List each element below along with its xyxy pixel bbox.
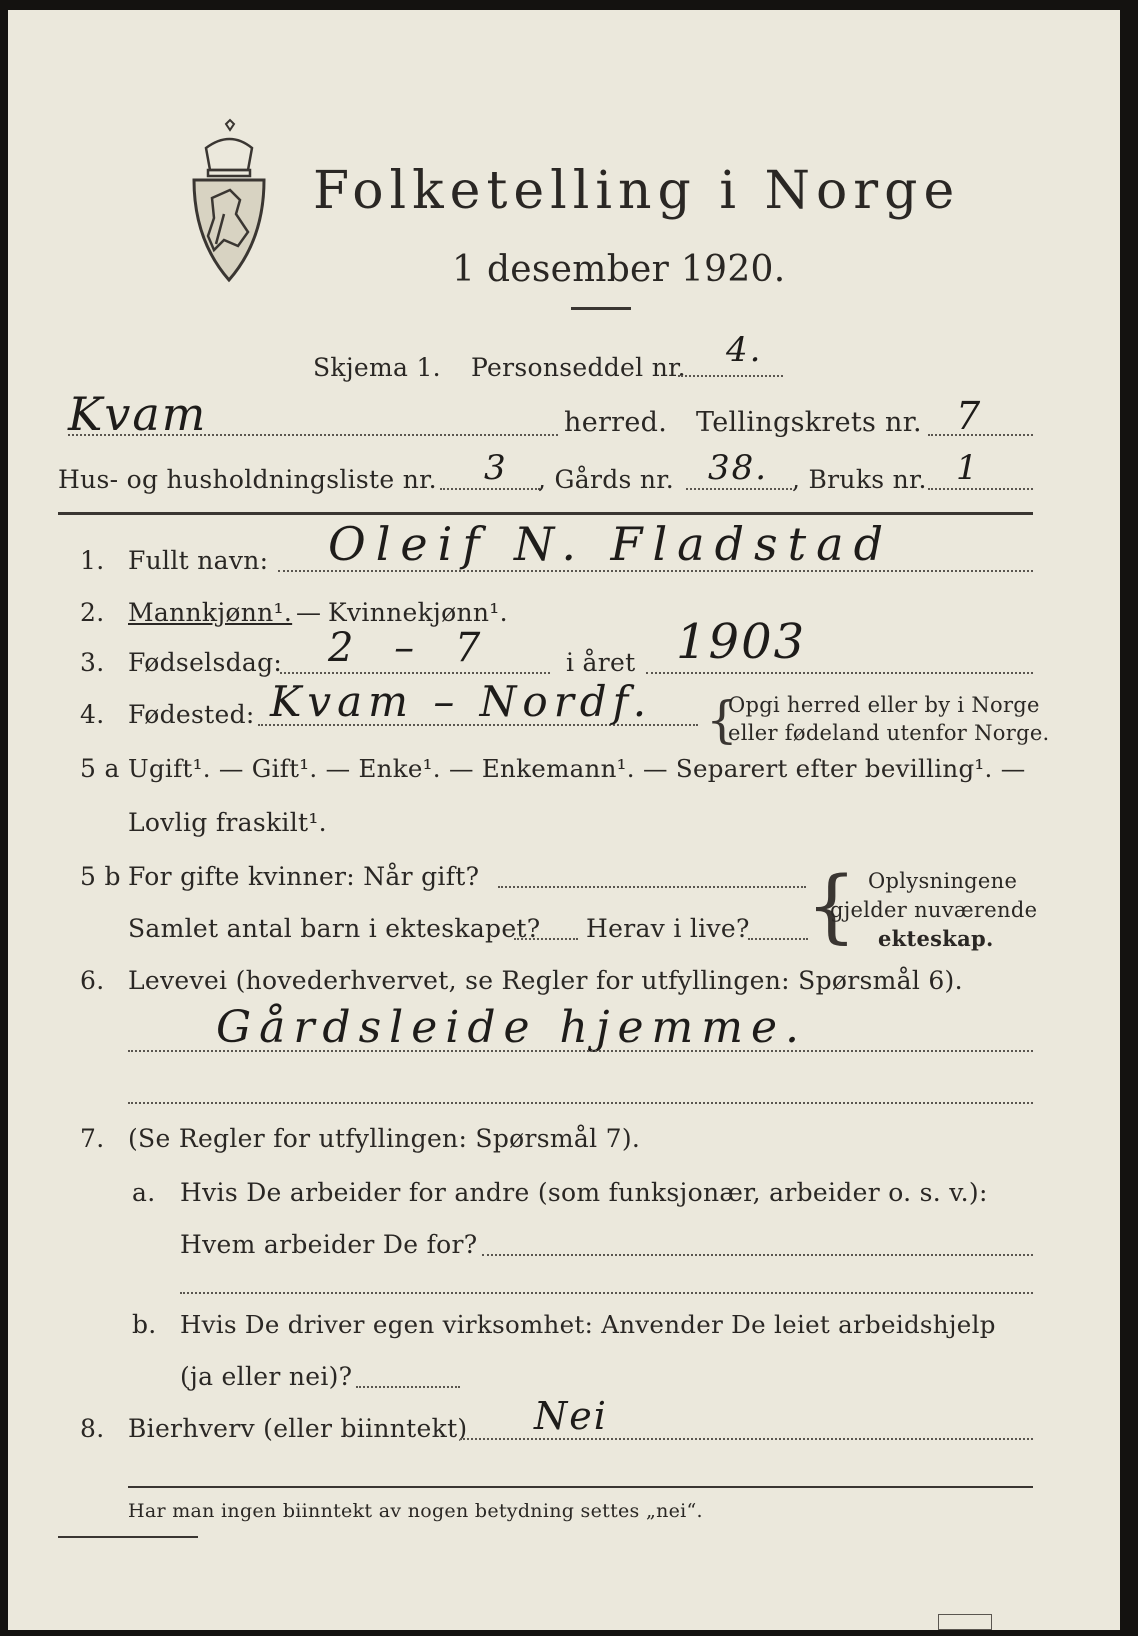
q5b-brace: {	[806, 859, 857, 952]
census-form	[8, 10, 1120, 1630]
q7a-marker: a.	[132, 1178, 156, 1207]
q5b-line1: For gifte kvinner: Når gift?	[128, 862, 480, 891]
q5b-gift-line	[498, 886, 806, 888]
gards-value: 38.	[708, 448, 769, 488]
footer-note: Har man ingen biinntekt av nogen betydning settes „nei“.	[128, 1500, 703, 1522]
q8-label: Bierhverv (eller biinntekt)	[128, 1414, 468, 1443]
bruks-line	[928, 488, 1033, 490]
q5b-note1: Oplysningene	[868, 869, 1018, 893]
hus-value: 3	[484, 448, 508, 488]
q8-number: 8.	[80, 1414, 105, 1443]
q8-line	[460, 1438, 1033, 1440]
q5a-options: Ugift¹. — Gift¹. — Enke¹. — Enkemann¹. — Separert efter bevilling¹. —	[128, 754, 1026, 783]
q7a-answer-line	[482, 1254, 1033, 1256]
q7b-marker: b.	[132, 1310, 157, 1339]
q6-label: Levevei (hovederhvervet, se Regler for utfyllingen: Spørsmål 6).	[128, 966, 963, 995]
q6-line2	[128, 1102, 1033, 1104]
q7-number: 7.	[80, 1124, 105, 1153]
herred-label: herred.	[564, 407, 668, 438]
q3-year-value: 1903	[676, 614, 807, 670]
q6-line1	[128, 1050, 1033, 1052]
census-date: 1 desember 1920.	[452, 249, 786, 290]
q4-note-line2: eller fødeland utenfor Norge.	[728, 721, 1050, 745]
page-title: Folketelling i Norge	[313, 161, 961, 221]
q7a-extra-line	[180, 1292, 1033, 1294]
q2-kvinne: Kvinnekjønn¹.	[328, 598, 508, 627]
q3-date-line	[280, 672, 550, 674]
skjema-label: Skjema 1.	[313, 353, 441, 382]
q5b-note2: gjelder nuværende	[830, 898, 1038, 922]
q2-mann: Mannkjønn¹.	[128, 598, 293, 627]
header-rule	[58, 512, 1033, 515]
q7b-line2: (ja eller nei)?	[180, 1362, 353, 1391]
q6-number: 6.	[80, 966, 105, 995]
q5b-barn-line	[514, 938, 578, 940]
personseddel-value: 4.	[726, 330, 763, 370]
hus-label: Hus- og husholdningsliste nr.	[58, 465, 437, 494]
title-divider	[571, 307, 631, 310]
q7b-line1: Hvis De driver egen virksomhet: Anvender De leiet arbeidshjelp	[180, 1310, 996, 1339]
herred-value: Kvam	[68, 387, 208, 441]
q4-value: Kvam – Nordf.	[270, 677, 653, 726]
bruks-label: , Bruks nr.	[792, 465, 927, 494]
q2-separator: —	[296, 598, 322, 627]
q4-number: 4.	[80, 700, 105, 729]
q7a-line1: Hvis De arbeider for andre (som funksjonær, arbeider o. s. v.):	[180, 1178, 988, 1207]
q5b-note3: ekteskap.	[878, 926, 994, 951]
tellingskrets-value: 7	[956, 394, 983, 438]
footnote-rule	[58, 1536, 198, 1538]
q6-value: Gårdsleide hjemme.	[216, 1002, 808, 1053]
q8-value: Nei	[534, 1394, 608, 1438]
q7a-line2: Hvem arbeider De for?	[180, 1230, 478, 1259]
q7-label: (Se Regler for utfyllingen: Spørsmål 7).	[128, 1124, 641, 1153]
q5a-number: 5 a	[80, 754, 120, 783]
q3-label: Fødselsdag:	[128, 648, 283, 677]
personseddel-label: Personseddel nr.	[471, 353, 686, 382]
q4-label: Fødested:	[128, 700, 255, 729]
coat-of-arms-icon	[188, 118, 270, 288]
q1-label: Fullt navn:	[128, 546, 269, 575]
q3-value: 2 – 7	[328, 625, 495, 671]
herred-line	[68, 434, 558, 436]
q7b-answer-line	[356, 1386, 460, 1388]
q4-note-line1: Opgi herred eller by i Norge	[728, 693, 1040, 717]
personseddel-line	[678, 375, 783, 377]
bruks-value: 1	[956, 448, 980, 488]
q5b-line2b: Herav i live?	[586, 914, 750, 943]
tellingskrets-label: Tellingskrets nr.	[696, 407, 922, 438]
q3-number: 3.	[80, 648, 105, 677]
q2-number: 2.	[80, 598, 105, 627]
q5b-number: 5 b	[80, 862, 121, 891]
q5a-options-cont: Lovlig fraskilt¹.	[128, 808, 327, 837]
printer-stamp	[938, 1614, 992, 1630]
q3-year-line	[646, 672, 1033, 674]
q4-brace: {	[706, 691, 738, 749]
q1-number: 1.	[80, 546, 105, 575]
q8-bottom-rule	[128, 1486, 1033, 1488]
q5b-line2a: Samlet antal barn i ekteskapet?	[128, 914, 541, 943]
q5b-live-line	[748, 938, 808, 940]
q1-value: Oleif N. Fladstad	[328, 517, 894, 571]
q3-year-label: i året	[566, 648, 636, 677]
gards-label: , Gårds nr.	[538, 465, 675, 494]
